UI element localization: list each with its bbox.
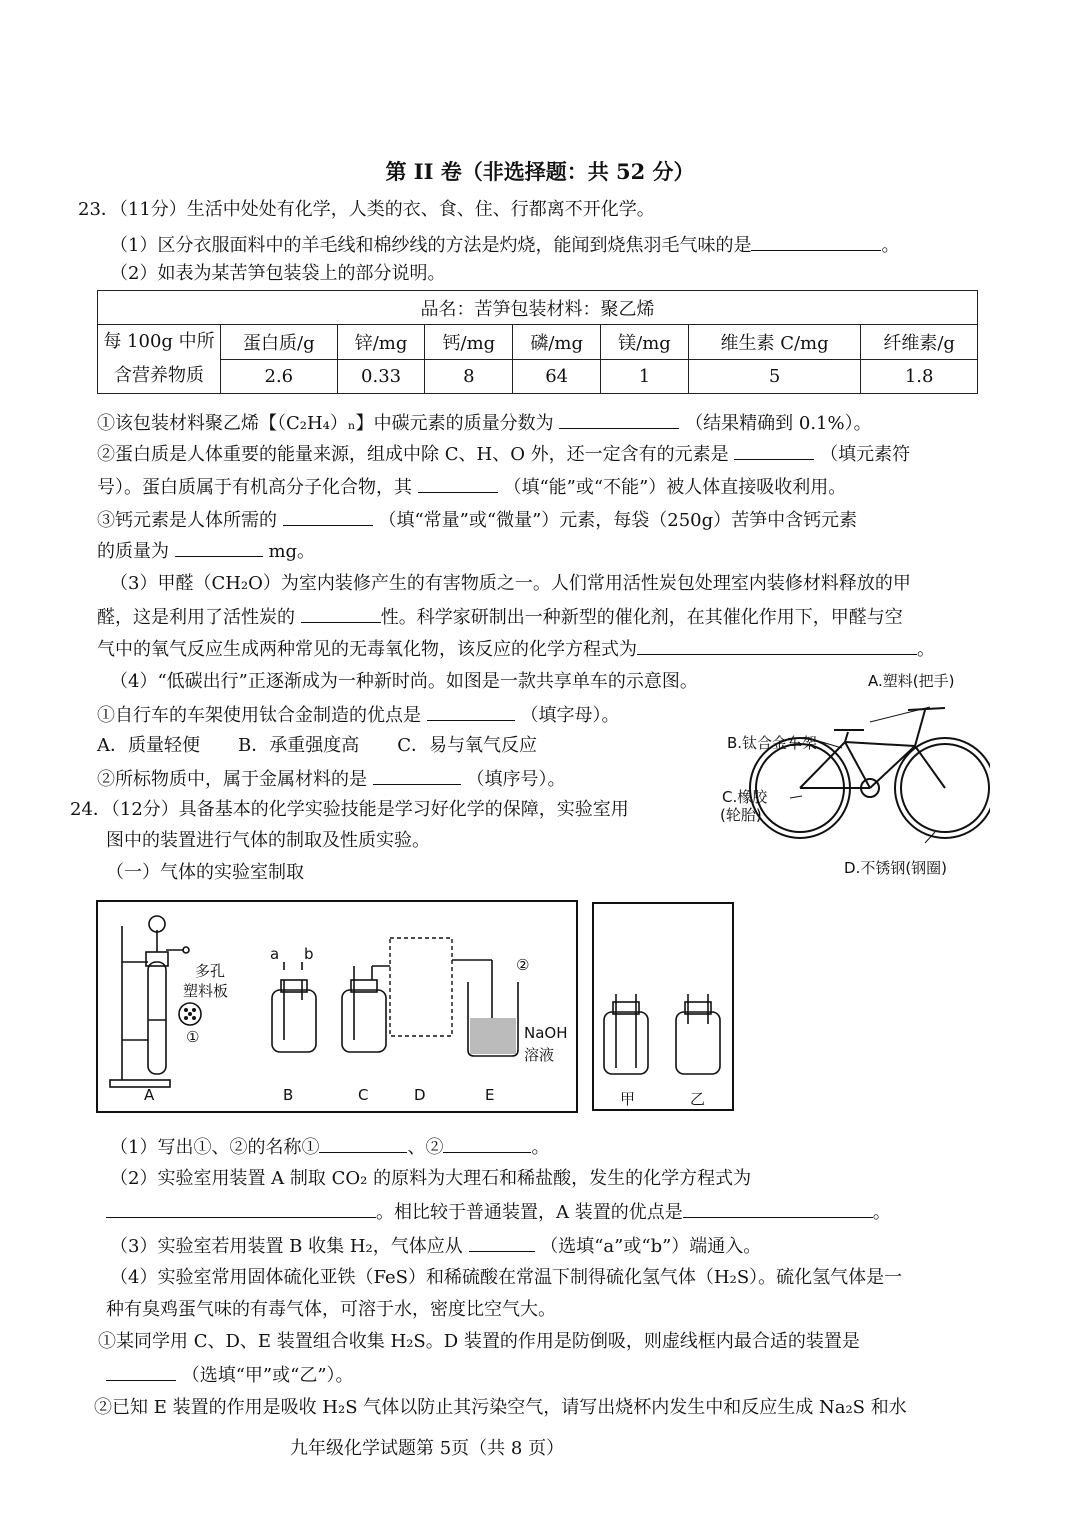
q24-part1: （一）气体的实验室制取 — [106, 862, 304, 883]
label-c: C — [358, 1086, 369, 1104]
q23-p3-l3-end: 。 — [917, 639, 935, 660]
q23-p1-blank[interactable] — [751, 232, 881, 251]
table-cell: 8 — [425, 359, 513, 394]
q23-p3-l3-text: 气中的氧气反应生成两种常见的无毒氧化物，该反应的化学方程式为 — [97, 639, 637, 660]
q24-a3-end: （选填“a”或“b”）端通入。 — [540, 1236, 762, 1257]
label-port-b: b — [304, 945, 314, 963]
q24-a3-blank[interactable] — [469, 1233, 535, 1252]
table-row-label-2: 含营养物质 — [114, 365, 204, 386]
q23-s1-end: （结果精确到 0.1%）。 — [685, 413, 872, 434]
q23-p4: （4）“低碳出行”正逐渐成为一种新时尚。如图是一款共享单车的示意图。 — [110, 671, 698, 692]
table-cell: 1.8 — [861, 359, 978, 394]
bicycle-illustration — [720, 660, 990, 880]
q23-s3-blank-1[interactable] — [283, 507, 373, 526]
q23-p4-1-end: （填字母）。 — [520, 705, 620, 726]
q23-s3-end: （填“常量”或“微量”）元素，每袋（250g）苦笋中含钙元素 — [378, 510, 858, 531]
bottle-b-icon — [272, 962, 316, 1052]
q23-s1-text: ①该包装材料聚乙烯【（C₂H₄）ₙ】中碳元素的质量分数为 — [97, 413, 554, 434]
bike-label-a: A.塑料(把手) — [868, 672, 955, 690]
label-porous-1: 多孔 — [195, 962, 226, 980]
label-port-a: a — [270, 945, 280, 963]
table-col-header: 维生素 C/mg — [688, 325, 860, 360]
q23-p4-2-text: ②所标物质中，属于金属材料的是 — [97, 769, 367, 790]
label-e: E — [485, 1086, 495, 1104]
q24-a4-1: ①某同学用 C、D、E 装置组合收集 H₂S。D 装置的作用是防倒吸，则虚线框内最合适的装置是 — [98, 1331, 860, 1352]
q24-a3 — [110, 1233, 761, 1259]
q23-s3-unit: mg。 — [268, 541, 316, 562]
section-title: 第 II 卷（非选择题：共 52 分） — [385, 159, 695, 184]
q23-p1 — [110, 232, 899, 258]
bottle-yi-icon — [676, 994, 720, 1074]
q23-p3: （3）甲醛（CH₂O）为室内装修产生的有害物质之一。人们常用活性炭包处理室内装修材料释放的甲 — [110, 573, 911, 594]
q24-stem: 24．（12分）具备基本的化学实验技能是学习好化学的保障，实验室用 — [70, 799, 629, 820]
q24-a1 — [110, 1134, 549, 1160]
label-porous-2: 塑料板 — [183, 982, 229, 1000]
q23-p3-l2-text: 醛，这是利用了活性炭的 — [97, 607, 295, 628]
table-cell: 64 — [513, 359, 601, 394]
q24-a1-mid: 、② — [407, 1137, 444, 1158]
bike-label-d: D.不锈钢(钢圈) — [844, 859, 948, 877]
q23-p4-1-text: ①自行车的车架使用钛合金制造的优点是 — [97, 705, 421, 726]
q23-s2-cont — [97, 474, 846, 500]
apparatus-a-icon — [110, 916, 201, 1087]
table-cell: 2.6 — [221, 359, 338, 394]
q24-a4-1-end: （选填“甲”或“乙”）。 — [181, 1365, 354, 1386]
table-header: 品名：苦笋包装材料：聚乙烯 — [98, 291, 978, 325]
q23-p4-blank-1[interactable] — [427, 702, 515, 721]
label-jia: 甲 — [620, 1090, 636, 1108]
q23-s3-text: ③钙元素是人体所需的 — [97, 510, 277, 531]
q24-a2-end: 。 — [872, 1202, 891, 1223]
apparatus-figure — [96, 900, 736, 1114]
label-mark-1: ① — [186, 1028, 200, 1046]
label-yi: 乙 — [690, 1090, 706, 1108]
q23-p3-blank-1[interactable] — [301, 604, 381, 623]
porous-plate-dots — [184, 1008, 196, 1020]
q23-p3-blank-2[interactable] — [637, 636, 917, 655]
q24-a2-blank-2[interactable] — [683, 1199, 873, 1218]
q23-s3-blank-2[interactable] — [175, 538, 263, 557]
table-cell: 5 — [688, 359, 860, 394]
q23-options — [97, 734, 537, 758]
q23-p2: （2）如表为某苦笋包装袋上的部分说明。 — [110, 263, 446, 284]
q23-s3-cont-text: 的质量为 — [97, 541, 169, 562]
q24-a4-1-cont — [106, 1362, 354, 1388]
front-wheel-icon — [895, 738, 990, 838]
label-b: B — [283, 1086, 294, 1104]
q23-p3-l2-end: 性。科学家研制出一种新型的催化剂，在其催化作用下，甲醛与空 — [380, 607, 903, 628]
q24-a4-2: ②已知 E 装置的作用是吸收 H₂S 气体以防止其污染空气，请写出烧杯内发生中和反应生成 Na₂S 和水 — [94, 1397, 907, 1418]
q24-a2-blank-1[interactable] — [106, 1199, 376, 1218]
q24-a2-cont — [106, 1199, 891, 1225]
dashed-box-d — [390, 938, 452, 1036]
table-col-header: 蛋白质/g — [221, 325, 338, 360]
table-col-header: 锌/mg — [337, 325, 425, 360]
q24-a2: （2）实验室用装置 A 制取 CO₂ 的原料为大理石和稀盐酸，发生的化学方程式为 — [110, 1168, 752, 1189]
q23-p1-text: （1）区分衣服面料中的羊毛线和棉纱线的方法是灼烧，能闻到烧焦羽毛气味的是 — [110, 235, 752, 256]
q23-s1 — [97, 410, 872, 436]
q23-p3-l3 — [97, 636, 935, 662]
label-a: A — [144, 1086, 155, 1104]
q23-p3-l2 — [97, 604, 903, 630]
table-cell: 0.33 — [337, 359, 425, 394]
q23-p4-1 — [97, 702, 619, 728]
q24-a4-cont: 种有臭鸡蛋气味的有毒气体，可溶于水，密度比空气大。 — [106, 1299, 556, 1320]
bike-label-b: B.钛合金车架 — [727, 734, 818, 752]
q23-s2-text: ②蛋白质是人体重要的能量来源，组成中除 C、H、O 外，还一定含有的元素是 — [97, 444, 729, 465]
label-mark-2: ② — [516, 956, 530, 974]
q24-a4: （4）实验室常用固体硫化亚铁（FeS）和稀硫酸在常温下制得硫化氢气体（H₂S）。硫化氢气体是一 — [110, 1267, 903, 1288]
q24-a2-mid: 。相比较于普通装置，A 装置的优点是 — [376, 1202, 683, 1223]
option-c: C．易与氧气反应 — [397, 735, 538, 756]
option-b: B．承重强度高 — [238, 735, 360, 756]
q23-p4-blank-2[interactable] — [373, 766, 461, 785]
q24-a1-blank-1[interactable] — [319, 1134, 407, 1153]
q24-a3-text: （3）实验室若用装置 B 收集 H₂，气体应从 — [110, 1236, 463, 1257]
table-col-header: 钙/mg — [425, 325, 513, 360]
bottle-jia-icon — [604, 994, 648, 1074]
q23-p4-2 — [97, 766, 565, 792]
q24-a1-text: （1）写出①、②的名称① — [110, 1137, 320, 1158]
bottle-c-icon — [342, 966, 390, 1052]
q24-stem-cont: 图中的装置进行气体的制取及性质实验。 — [106, 830, 430, 851]
q24-a4-blank[interactable] — [106, 1362, 176, 1381]
table-col-header: 磷/mg — [513, 325, 601, 360]
q23-p1-end: 。 — [881, 235, 900, 256]
q23-s2-cont-end: （填“能”或“不能”）被人体直接吸收利用。 — [503, 477, 847, 498]
table-row-label-1: 每 100g 中所 — [103, 331, 215, 352]
label-d: D — [414, 1086, 426, 1104]
table-cell: 1 — [601, 359, 689, 394]
label-solution: 溶液 — [524, 1046, 555, 1064]
bike-label-c1: C.橡胶 — [722, 788, 768, 806]
q23-s2-blank-2[interactable] — [418, 474, 498, 493]
q23-s2-cont-text: 号）。蛋白质属于有机高分子化合物，其 — [97, 477, 412, 498]
bike-label-c2: (轮胎) — [720, 806, 762, 824]
q24-a1-end: 。 — [531, 1137, 550, 1158]
option-a: A．质量轻便 — [97, 735, 200, 756]
page-footer: 九年级化学试题第 5页（共 8 页） — [290, 1438, 565, 1459]
q23-s2-blank-1[interactable] — [734, 441, 814, 460]
table-row-label — [98, 325, 221, 394]
table-col-header: 纤维素/g — [861, 325, 978, 360]
q23-stem: 23．（11分）生活中处处有化学，人类的衣、食、住、行都离不开化学。 — [78, 199, 655, 220]
label-naoh: NaOH — [524, 1024, 568, 1042]
q23-s2 — [97, 441, 910, 467]
naoh-solution — [470, 1018, 516, 1054]
q23-s3 — [97, 507, 857, 533]
nutrition-table — [97, 290, 978, 394]
q23-s3-cont — [97, 538, 315, 564]
q23-s1-blank[interactable] — [559, 410, 679, 429]
q24-a1-blank-2[interactable] — [443, 1134, 531, 1153]
q23-p4-2-end: （填序号）。 — [466, 769, 566, 790]
q23-s2-end: （填元素符 — [820, 444, 911, 465]
table-col-header: 镁/mg — [601, 325, 689, 360]
